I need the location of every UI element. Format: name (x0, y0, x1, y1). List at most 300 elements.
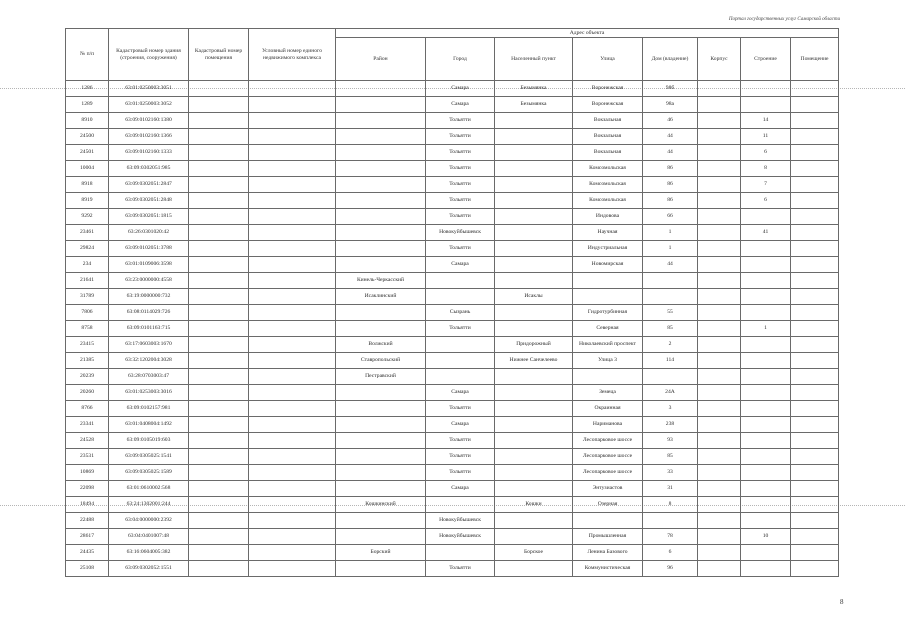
cell-city (426, 289, 495, 305)
cell-cad-building: 63:04:0000000:2392 (109, 513, 189, 529)
cell-korpus (698, 81, 741, 97)
table-row (66, 129, 839, 145)
cell-n: 28617 (66, 529, 109, 545)
cell-building (741, 273, 791, 289)
cell-city: Тольятти (426, 193, 495, 209)
cell-cad-room (189, 97, 249, 113)
cell-cad-building: 63:09:0305025:1589 (109, 465, 189, 481)
table-row (66, 113, 839, 129)
cell-settlement (495, 401, 573, 417)
cell-district (336, 193, 426, 209)
cell-cond-num (249, 417, 336, 433)
cell-city (426, 497, 495, 513)
cell-cad-building: 63:23:0000000:4558 (109, 273, 189, 289)
cell-settlement: Придорожный (495, 337, 573, 353)
cell-n: 1286 (66, 81, 109, 97)
cell-cad-building: 63:01:0408004:1492 (109, 417, 189, 433)
cell-building (741, 417, 791, 433)
cell-cad-building: 63:08:0114029:726 (109, 305, 189, 321)
cell-n: 10004 (66, 161, 109, 177)
cell-city: Тольятти (426, 241, 495, 257)
cell-room (791, 97, 839, 113)
cell-cad-room (189, 497, 249, 513)
cell-cad-room (189, 225, 249, 241)
cell-district: Исаклинский (336, 289, 426, 305)
cell-korpus (698, 433, 741, 449)
cell-house (643, 289, 698, 305)
cell-korpus (698, 513, 741, 529)
cell-room (791, 161, 839, 177)
cell-cad-room (189, 257, 249, 273)
cell-korpus (698, 481, 741, 497)
table-row (66, 225, 839, 241)
cell-korpus (698, 449, 741, 465)
cell-room (791, 481, 839, 497)
table-row (66, 465, 839, 481)
table-row (66, 193, 839, 209)
cell-city (426, 337, 495, 353)
cell-district: Кошкинский (336, 497, 426, 513)
cell-room (791, 225, 839, 241)
cell-cad-building: 63:19:0000000:732 (109, 289, 189, 305)
cell-building (741, 465, 791, 481)
cell-korpus (698, 385, 741, 401)
cell-cond-num (249, 369, 336, 385)
cell-cad-building: 63:32:1202004:3028 (109, 353, 189, 369)
cell-city: Тольятти (426, 161, 495, 177)
cell-cond-num (249, 561, 336, 577)
cell-cond-num (249, 385, 336, 401)
cell-cond-num (249, 273, 336, 289)
cell-room (791, 257, 839, 273)
cell-city: Новокуйбышевск (426, 513, 495, 529)
cell-korpus (698, 529, 741, 545)
cell-n: 25108 (66, 561, 109, 577)
cell-district (336, 561, 426, 577)
cell-room (791, 385, 839, 401)
cell-cad-room (189, 545, 249, 561)
cell-house: 6 (643, 545, 698, 561)
cell-n: 234 (66, 257, 109, 273)
table-row (66, 481, 839, 497)
cell-room (791, 241, 839, 257)
cell-room (791, 545, 839, 561)
cell-n: 8766 (66, 401, 109, 417)
cell-house: 24А (643, 385, 698, 401)
cell-korpus (698, 353, 741, 369)
cell-district (336, 81, 426, 97)
cell-house: 44 (643, 145, 698, 161)
cell-cad-building: 63:26:0301020:42 (109, 225, 189, 241)
table-row (66, 497, 839, 513)
cell-district (336, 433, 426, 449)
table-row (66, 161, 839, 177)
cell-building (741, 241, 791, 257)
cell-street: Улица 3 (573, 353, 643, 369)
table-row (66, 433, 839, 449)
cell-n: 31789 (66, 289, 109, 305)
table-row (66, 529, 839, 545)
cell-settlement: Борское (495, 545, 573, 561)
cell-building (741, 401, 791, 417)
cell-house (643, 369, 698, 385)
cell-district (336, 209, 426, 225)
cell-settlement (495, 273, 573, 289)
cell-room (791, 417, 839, 433)
cell-n: 22488 (66, 513, 109, 529)
cell-korpus (698, 129, 741, 145)
cell-korpus (698, 417, 741, 433)
cell-n: 23461 (66, 225, 109, 241)
cell-building (741, 209, 791, 225)
table-row (66, 305, 839, 321)
cell-cad-building: 63:01:0253003:3016 (109, 385, 189, 401)
cell-n: 8919 (66, 193, 109, 209)
cell-city (426, 545, 495, 561)
cell-cond-num (249, 81, 336, 97)
cell-room (791, 81, 839, 97)
cell-cad-room (189, 289, 249, 305)
cell-district (336, 257, 426, 273)
cell-house: 33 (643, 465, 698, 481)
table-row (66, 81, 839, 97)
cell-cond-num (249, 257, 336, 273)
cell-city: Тольятти (426, 401, 495, 417)
cell-settlement (495, 161, 573, 177)
cell-room (791, 433, 839, 449)
col-header-korpus: Корпус (698, 38, 741, 81)
cell-cad-building: 63:09:0102051:3788 (109, 241, 189, 257)
col-header-street: Улица (573, 38, 643, 81)
cell-street: Комсомольская (573, 177, 643, 193)
cell-house: 55 (643, 305, 698, 321)
cell-district (336, 113, 426, 129)
cell-city: Самара (426, 97, 495, 113)
cell-room (791, 449, 839, 465)
cell-korpus (698, 273, 741, 289)
cell-building: 7 (741, 177, 791, 193)
cell-cad-room (189, 145, 249, 161)
cell-n: 9292 (66, 209, 109, 225)
cell-district (336, 481, 426, 497)
cell-district (336, 161, 426, 177)
cell-building (741, 353, 791, 369)
table-row (66, 337, 839, 353)
cell-n: 29824 (66, 241, 109, 257)
cell-room (791, 369, 839, 385)
cell-cond-num (249, 401, 336, 417)
cell-district (336, 321, 426, 337)
cell-house: 44 (643, 257, 698, 273)
cell-cad-room (189, 481, 249, 497)
cell-house: 46 (643, 113, 698, 129)
cell-n: 22098 (66, 481, 109, 497)
cell-settlement (495, 321, 573, 337)
col-header-district: Район (336, 38, 426, 81)
cell-cond-num (249, 161, 336, 177)
cell-settlement (495, 385, 573, 401)
cell-house: 44 (643, 129, 698, 145)
cell-building (741, 257, 791, 273)
cell-city: Тольятти (426, 321, 495, 337)
cell-district (336, 129, 426, 145)
table-row (66, 97, 839, 113)
cell-cad-building: 63:04:0401007:48 (109, 529, 189, 545)
cell-n: 24501 (66, 145, 109, 161)
cell-district (336, 449, 426, 465)
cell-settlement (495, 145, 573, 161)
cell-n: 8910 (66, 113, 109, 129)
cell-house (643, 273, 698, 289)
cell-street: Комсомольская (573, 193, 643, 209)
cell-cad-room (189, 465, 249, 481)
col-header-room: Помещение (791, 38, 839, 81)
col-header-address: Адрес объекта (336, 29, 839, 38)
cell-city: Тольятти (426, 433, 495, 449)
cell-korpus (698, 257, 741, 273)
cell-cond-num (249, 497, 336, 513)
cell-city: Тольятти (426, 449, 495, 465)
cell-settlement (495, 481, 573, 497)
cell-building: 6 (741, 193, 791, 209)
page-header-note: Портал государственных услуг Самарской области (728, 17, 840, 22)
cell-room (791, 177, 839, 193)
cell-district (336, 225, 426, 241)
cell-district: Борский (336, 545, 426, 561)
cell-korpus (698, 97, 741, 113)
col-header-city: Город (426, 38, 495, 81)
cell-street: Лесопарковое шоссе (573, 449, 643, 465)
table-row (66, 353, 839, 369)
table-row (66, 561, 839, 577)
cell-room (791, 289, 839, 305)
cell-cond-num (249, 225, 336, 241)
cell-korpus (698, 561, 741, 577)
cell-n: 8918 (66, 177, 109, 193)
cell-korpus (698, 321, 741, 337)
cell-house: 31 (643, 481, 698, 497)
cell-korpus (698, 145, 741, 161)
cell-street (573, 513, 643, 529)
table-row (66, 545, 839, 561)
cell-city (426, 369, 495, 385)
cell-room (791, 529, 839, 545)
cell-street: Комсомольская (573, 161, 643, 177)
cell-cad-room (189, 417, 249, 433)
cell-city (426, 353, 495, 369)
col-header-cad-building: Кадастровый номер здания (строения, сооружения) (109, 29, 189, 81)
cell-korpus (698, 241, 741, 257)
cell-district (336, 177, 426, 193)
cell-building: 1 (741, 321, 791, 337)
cell-korpus (698, 113, 741, 129)
cell-district (336, 385, 426, 401)
cell-street: Северная (573, 321, 643, 337)
cell-district (336, 305, 426, 321)
cell-cad-room (189, 385, 249, 401)
cell-city: Тольятти (426, 177, 495, 193)
table-row (66, 209, 839, 225)
cell-cond-num (249, 481, 336, 497)
cell-cad-room (189, 273, 249, 289)
cell-cond-num (249, 545, 336, 561)
cell-settlement (495, 433, 573, 449)
cell-room (791, 513, 839, 529)
cell-house: 114 (643, 353, 698, 369)
cell-korpus (698, 401, 741, 417)
cell-building (741, 305, 791, 321)
cell-room (791, 321, 839, 337)
col-header-house: Дом (владение) (643, 38, 698, 81)
cell-street: Лесопарковое шоссе (573, 465, 643, 481)
table-row (66, 257, 839, 273)
cell-street: Воронежская (573, 97, 643, 113)
cell-building: 11 (741, 129, 791, 145)
cell-building (741, 81, 791, 97)
cell-city: Новокуйбышевск (426, 529, 495, 545)
cell-room (791, 401, 839, 417)
cell-cad-room (189, 433, 249, 449)
cell-district: Кинель-Черкасский (336, 273, 426, 289)
cell-settlement: Кошки (495, 497, 573, 513)
cell-cad-building: 63:09:0101163:715 (109, 321, 189, 337)
cell-cad-building: 63:09:0102160:1366 (109, 129, 189, 145)
cell-n: 8758 (66, 321, 109, 337)
table-row (66, 513, 839, 529)
col-header-settlement: Населенный пункт (495, 38, 573, 81)
cell-korpus (698, 465, 741, 481)
cell-n: 7806 (66, 305, 109, 321)
cell-room (791, 145, 839, 161)
cell-street (573, 273, 643, 289)
col-header-building: Строение (741, 38, 791, 81)
cell-district (336, 401, 426, 417)
cell-settlement: Исаклы (495, 289, 573, 305)
cell-n: 21385 (66, 353, 109, 369)
cell-cad-building: 63:09:0102160:1380 (109, 113, 189, 129)
cell-building (741, 561, 791, 577)
cell-district: Ставропольский (336, 353, 426, 369)
cell-building (741, 497, 791, 513)
cell-building: 41 (741, 225, 791, 241)
cell-n: 10869 (66, 465, 109, 481)
cell-n: 24435 (66, 545, 109, 561)
col-header-cond-num: Условный номер единого недвижимого комплекса (249, 29, 336, 81)
cell-district: Волжский (336, 337, 426, 353)
cell-cond-num (249, 129, 336, 145)
cell-settlement (495, 529, 573, 545)
cell-cad-room (189, 449, 249, 465)
cell-n: 23531 (66, 449, 109, 465)
cell-cond-num (249, 321, 336, 337)
cell-street: Научная (573, 225, 643, 241)
cell-cond-num (249, 97, 336, 113)
cell-city: Самара (426, 417, 495, 433)
cell-cond-num (249, 209, 336, 225)
col-header-cad-room: Кадастровый номер помещения (189, 29, 249, 81)
cell-n: 20239 (66, 369, 109, 385)
cell-korpus (698, 337, 741, 353)
cell-settlement (495, 465, 573, 481)
cell-cad-room (189, 209, 249, 225)
cell-building: 8 (741, 161, 791, 177)
cell-district (336, 529, 426, 545)
cell-korpus (698, 177, 741, 193)
cell-cad-building: 63:09:0302051:1815 (109, 209, 189, 225)
cell-cad-building: 63:09:0302051:2847 (109, 177, 189, 193)
cell-city: Новокуйбышевск (426, 225, 495, 241)
cell-cond-num (249, 433, 336, 449)
table-row (66, 385, 839, 401)
cell-cad-room (189, 177, 249, 193)
cell-n: 24528 (66, 433, 109, 449)
cell-cond-num (249, 113, 336, 129)
cell-building (741, 337, 791, 353)
cell-house: 2 (643, 337, 698, 353)
cell-cond-num (249, 337, 336, 353)
cell-house: 98а (643, 97, 698, 113)
cell-n: 23415 (66, 337, 109, 353)
cell-street: Вокзальная (573, 113, 643, 129)
cell-settlement (495, 225, 573, 241)
cell-settlement (495, 449, 573, 465)
cell-street: Вокзальная (573, 145, 643, 161)
cell-district (336, 513, 426, 529)
table-row (66, 241, 839, 257)
cell-building: 14 (741, 113, 791, 129)
cell-settlement (495, 193, 573, 209)
table-row (66, 369, 839, 385)
cell-street: Индустриальная (573, 241, 643, 257)
cell-street: Гидротурбинная (573, 305, 643, 321)
cell-n: 21641 (66, 273, 109, 289)
cell-house: 238 (643, 417, 698, 433)
cell-street: Лесопарковое шоссе (573, 433, 643, 449)
cell-street: Промышленная (573, 529, 643, 545)
cell-city: Тольятти (426, 129, 495, 145)
cell-cond-num (249, 177, 336, 193)
cell-building (741, 545, 791, 561)
cell-room (791, 129, 839, 145)
cell-cad-building: 63:09:0302051:985 (109, 161, 189, 177)
cell-cad-building: 63:16:0604005:382 (109, 545, 189, 561)
cell-city: Тольятти (426, 113, 495, 129)
cell-settlement (495, 561, 573, 577)
cell-korpus (698, 369, 741, 385)
cell-city: Тольятти (426, 465, 495, 481)
cell-cad-room (189, 129, 249, 145)
cell-cad-building: 63:09:0302052:1551 (109, 561, 189, 577)
cell-cond-num (249, 465, 336, 481)
cell-building (741, 385, 791, 401)
cell-house: 66 (643, 209, 698, 225)
cell-city (426, 273, 495, 289)
cell-cond-num (249, 449, 336, 465)
table-row (66, 417, 839, 433)
cell-n: 20260 (66, 385, 109, 401)
cell-city: Самара (426, 81, 495, 97)
cell-cad-room (189, 81, 249, 97)
cell-korpus (698, 305, 741, 321)
cell-cond-num (249, 529, 336, 545)
cell-street: Энтузиастов (573, 481, 643, 497)
cell-building (741, 289, 791, 305)
cell-district (336, 465, 426, 481)
cell-house: 85 (643, 321, 698, 337)
cell-house: 98б (643, 81, 698, 97)
cell-street: Николаевский проспект (573, 337, 643, 353)
cell-cad-room (189, 529, 249, 545)
